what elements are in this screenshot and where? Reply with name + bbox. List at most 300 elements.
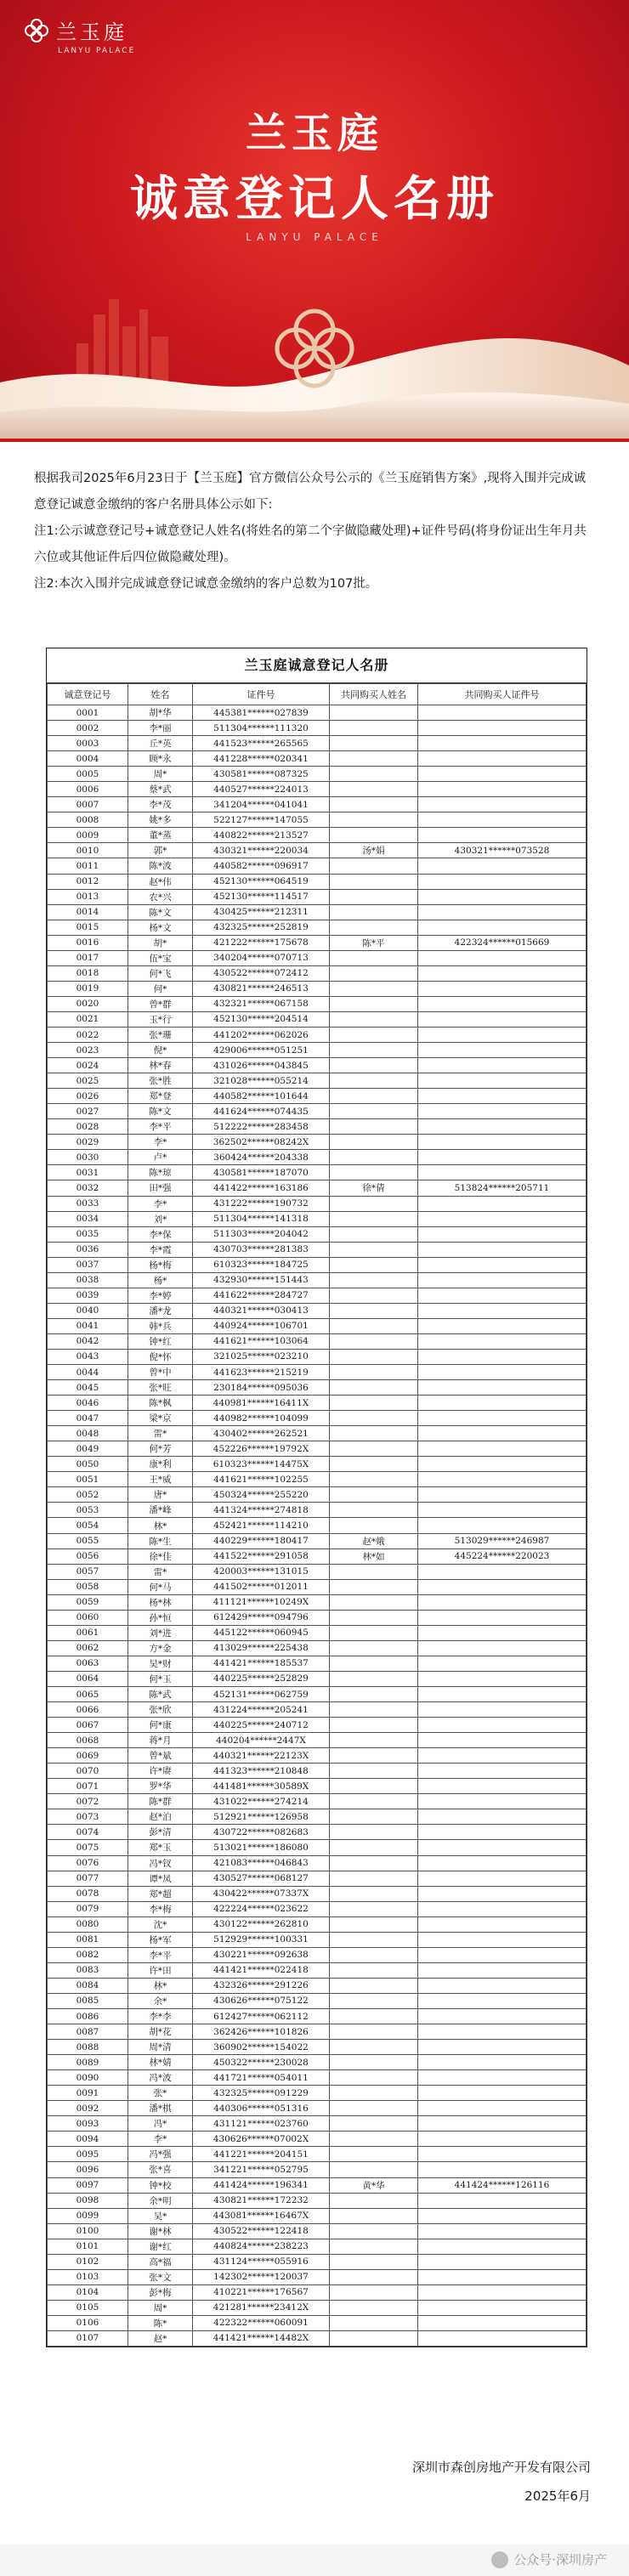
table-row [48,1288,586,1303]
cell-reg-no: 0018 [48,965,128,981]
cell-reg-no: 0060 [48,1610,128,1625]
cell-id: 430522******072412 [193,965,330,981]
cell-co-buyer-id [418,858,586,874]
cell-id: 440229******180417 [193,1533,330,1548]
table-row [48,705,586,721]
cell-id: 430221******092638 [193,1947,330,1962]
cell-id: 431022******274214 [193,1794,330,1809]
cell-name: 胡*华 [128,705,193,721]
cell-co-buyer-name [330,920,418,935]
cell-id: 413029******225438 [193,1640,330,1656]
cell-id: 443081******16467X [193,2208,330,2223]
table-row [48,1333,586,1349]
cell-name: 蒋*月 [128,1733,193,1748]
table-row [48,1656,586,1671]
cell-reg-no: 0023 [48,1043,128,1058]
cell-name: 陈*枫 [128,1396,193,1411]
intro-paragraph: 根据我司2025年6月23日于【兰玉庭】官方微信公众号公示的《兰玉庭销售方案》,现将入围并完成诚意登记诚意金缴纳的客户名册具体公示如下: [34,472,586,512]
cell-id: 441523******265565 [193,736,330,751]
cell-name: 李*保 [128,1226,193,1242]
cell-reg-no: 0082 [48,1947,128,1962]
cell-id: 450322******230028 [193,2055,330,2070]
cell-name: 何*芳 [128,1441,193,1457]
cell-name: 郑*超 [128,1886,193,1901]
cell-co-buyer-name [330,874,418,889]
cell-id: 432325******091229 [193,2086,330,2101]
table-row [48,828,586,843]
cell-co-buyer-name [330,2040,418,2055]
cell-co-buyer-id [418,1932,586,1947]
cell-co-buyer-id [418,705,586,721]
col-header-co-buyer-id: 共同购买人证件号 [418,684,586,705]
cell-name: 伍*宝 [128,950,193,965]
cell-co-buyer-id [418,996,586,1011]
cell-name: 丘*英 [128,736,193,751]
cell-reg-no: 0043 [48,1349,128,1364]
cell-co-buyer-id [418,1779,586,1794]
cell-co-buyer-id [418,1196,586,1211]
cell-co-buyer-name [330,1089,418,1104]
col-header-reg-no: 诚意登记号 [48,684,128,705]
cell-name: 许*田 [128,1962,193,1978]
table-row [48,1242,586,1257]
brand-logo [24,15,135,55]
table-row [48,889,586,904]
cell-reg-no: 0054 [48,1518,128,1533]
cell-name: 冯*波 [128,2070,193,2086]
table-row [48,843,586,858]
cell-co-buyer-id [418,1764,586,1779]
table-row [48,2269,586,2284]
cell-reg-no: 0021 [48,1011,128,1027]
cell-reg-no: 0089 [48,2055,128,2070]
cell-reg-no: 0061 [48,1625,128,1640]
cell-id: 422322******060091 [193,2315,330,2330]
table-row [48,1441,586,1457]
cell-co-buyer-name [330,1518,418,1533]
cell-name: 李* [128,2132,193,2147]
table-row [48,1380,586,1396]
cell-co-buyer-id: 422324******015669 [418,935,586,950]
cell-reg-no: 0062 [48,1640,128,1656]
table-row [48,797,586,812]
table-row [48,1104,586,1119]
cell-name: 罗*华 [128,1779,193,1794]
cell-co-buyer-id [418,2300,586,2315]
table-row [48,1411,586,1426]
cell-name: 李*平 [128,1947,193,1962]
cell-id: 441721******054011 [193,2070,330,2086]
cell-co-buyer-id [418,1165,586,1180]
cell-id: 441221******204151 [193,2147,330,2162]
table-row [48,1855,586,1871]
table-row [48,2040,586,2055]
table-row [48,1058,586,1073]
col-header-id: 证件号 [193,684,330,705]
cell-name: 潘*龙 [128,1303,193,1318]
cell-id: 440527******224013 [193,782,330,797]
table-row [48,2300,586,2315]
cell-name: 李*茂 [128,797,193,812]
cell-reg-no: 0038 [48,1272,128,1288]
cell-id: 430321******220034 [193,843,330,858]
table-row [48,1886,586,1901]
cell-co-buyer-name [330,1242,418,1257]
cell-co-buyer-id: 513824******205711 [418,1180,586,1196]
cell-co-buyer-id [418,1748,586,1764]
cell-id: 450324******255220 [193,1487,330,1503]
cell-name: 陈*武 [128,1687,193,1702]
cell-id: 421083******046843 [193,1855,330,1871]
cell-name: 杨*文 [128,920,193,935]
cell-co-buyer-name [330,1779,418,1794]
clover-logo-icon [24,18,49,43]
cell-reg-no: 0045 [48,1380,128,1396]
cell-name: 沈* [128,1916,193,1932]
cell-co-buyer-name [330,2269,418,2284]
cell-co-buyer-id [418,1396,586,1411]
cell-name: 陈* [128,2315,193,2330]
cell-co-buyer-id [418,1671,586,1686]
cell-co-buyer-name [330,1718,418,1733]
cell-co-buyer-id [418,2101,586,2116]
table-row [48,1135,586,1150]
cell-reg-no: 0046 [48,1396,128,1411]
cell-reg-no: 0057 [48,1564,128,1579]
cell-id: 430425******212311 [193,904,330,920]
cell-name: 倪*怀 [128,1349,193,1364]
cell-co-buyer-name: 黄*华 [330,2177,418,2193]
cell-reg-no: 0007 [48,797,128,812]
cell-id: 441422******163186 [193,1180,330,1196]
cell-name: 潘*峰 [128,1503,193,1518]
table-row [48,2147,586,2162]
cell-id: 441424******196341 [193,2177,330,2193]
cell-reg-no: 0084 [48,1978,128,1993]
cell-co-buyer-name [330,1349,418,1364]
table-row [48,1043,586,1058]
cell-reg-no: 0101 [48,2239,128,2254]
table-row [48,1764,586,1779]
cell-id: 452226******19792X [193,1441,330,1457]
cell-name: 周*清 [128,2040,193,2055]
cell-id: 440225******240712 [193,1718,330,1733]
cell-name: 蔡*武 [128,782,193,797]
cell-name: 倪* [128,1043,193,1058]
table-row [48,812,586,828]
cell-id: 441623******215219 [193,1365,330,1380]
table-row [48,1978,586,1993]
cell-co-buyer-name: 陈*平 [330,935,418,950]
cell-reg-no: 0081 [48,1932,128,1947]
cell-co-buyer-id [418,1503,586,1518]
cell-reg-no: 0070 [48,1764,128,1779]
cell-name: 彭*梅 [128,2284,193,2300]
cell-co-buyer-name [330,1702,418,1718]
cell-co-buyer-name [330,1625,418,1640]
cell-name: 林*春 [128,1058,193,1073]
table-row [48,1472,586,1487]
cell-reg-no: 0036 [48,1242,128,1257]
cell-co-buyer-id [418,1089,586,1104]
cell-co-buyer-name [330,965,418,981]
cell-id: 431026******043845 [193,1058,330,1073]
cell-reg-no: 0077 [48,1871,128,1886]
cell-co-buyer-id [418,1702,586,1718]
cell-id: 430527******068127 [193,1871,330,1886]
cell-name: 陈*文 [128,1104,193,1119]
cell-co-buyer-id [418,1288,586,1303]
cell-co-buyer-id [418,1916,586,1932]
cell-reg-no: 0025 [48,1073,128,1089]
cell-co-buyer-id [418,1610,586,1625]
brand-name: 兰玉庭 [56,20,128,44]
cell-reg-no: 0064 [48,1671,128,1686]
cell-reg-no: 0076 [48,1855,128,1871]
cell-reg-no: 0050 [48,1457,128,1472]
cell-name: 冯*钗 [128,1855,193,1871]
cell-reg-no: 0099 [48,2208,128,2223]
cell-co-buyer-name [330,1947,418,1962]
wechat-avatar-icon [491,2551,508,2568]
cell-id: 341221******052795 [193,2162,330,2177]
cell-id: 360424******204338 [193,1150,330,1165]
cell-co-buyer-name [330,1594,418,1610]
company-name: 深圳市森创房地产开发有限公司 [411,2460,591,2475]
cell-id: 432326******291226 [193,1978,330,1993]
cell-reg-no: 0030 [48,1150,128,1165]
cell-co-buyer-id [418,1027,586,1042]
cell-co-buyer-id [418,782,586,797]
cell-id: 441624******074435 [193,1104,330,1119]
table-row [48,920,586,935]
cell-co-buyer-id [418,1962,586,1978]
cell-name: 张*文 [128,2269,193,2284]
cell-id: 430522******122418 [193,2223,330,2239]
cell-reg-no: 0034 [48,1211,128,1226]
cell-co-buyer-name [330,2132,418,2147]
cell-co-buyer-name [330,1825,418,1840]
cell-name: 谢*红 [128,2239,193,2254]
cell-co-buyer-name [330,1365,418,1380]
cell-name: 陈*波 [128,858,193,874]
cell-name: 陈*文 [128,904,193,920]
cell-co-buyer-name [330,2070,418,2086]
cell-co-buyer-id [418,1993,586,2008]
table-row [48,2101,586,2116]
cell-reg-no: 0004 [48,751,128,767]
cell-name: 陈*琼 [128,1165,193,1180]
cell-co-buyer-name [330,1687,418,1702]
table-row [48,1303,586,1318]
cell-co-buyer-name [330,2116,418,2132]
cell-name: 赵*泊 [128,1809,193,1825]
cell-reg-no: 0005 [48,767,128,782]
cell-reg-no: 0027 [48,1104,128,1119]
banner-title-line2: 诚意登记人名册 [130,171,499,227]
cell-reg-no: 0009 [48,828,128,843]
cell-name: 韩*兵 [128,1318,193,1333]
cell-co-buyer-id [418,2254,586,2269]
cell-co-buyer-id [418,1011,586,1027]
cell-name: 郑*玉 [128,1840,193,1855]
cell-name: 杨* [128,1272,193,1288]
cell-id: 445381******027839 [193,705,330,721]
cell-id: 430581******187070 [193,1165,330,1180]
cell-name: 董*蒸 [128,828,193,843]
cell-name: 何*康 [128,1718,193,1733]
table-body [48,705,586,2347]
cell-name: 唐* [128,1487,193,1503]
cell-reg-no: 0059 [48,1594,128,1610]
table-row [48,935,586,950]
banner-subtitle: LANYU PALACE [246,231,383,243]
cell-id: 411121******10249X [193,1594,330,1610]
cell-co-buyer-name [330,2208,418,2223]
cell-name: 何* [128,981,193,996]
cell-id: 522127******147055 [193,812,330,828]
table-row [48,1993,586,2008]
cell-reg-no: 0037 [48,1257,128,1272]
cell-reg-no: 0017 [48,950,128,965]
cell-co-buyer-name [330,950,418,965]
registration-table [46,648,587,2347]
cell-co-buyer-name [330,1196,418,1211]
table-row [48,1119,586,1135]
cell-reg-no: 0104 [48,2284,128,2300]
cell-name: 曾*中 [128,1365,193,1380]
table-row [48,1089,586,1104]
cell-co-buyer-name [330,1165,418,1180]
cell-co-buyer-id: 513029******246987 [418,1533,586,1548]
cell-co-buyer-id [418,2024,586,2040]
table-row [48,2116,586,2132]
cell-id: 440321******22123X [193,1748,330,1764]
table-row [48,1272,586,1288]
cell-reg-no: 0105 [48,2300,128,2315]
table-row [48,1211,586,1226]
cell-reg-no: 0022 [48,1027,128,1042]
cell-co-buyer-name [330,1656,418,1671]
cell-name: 雷* [128,1426,193,1441]
cell-name: 曾*斌 [128,1748,193,1764]
cell-id: 430722******082683 [193,1825,330,1840]
note-2: 注2:本次入围并完成诚意登记诚意金缴纳的客户总数为107批。 [34,577,378,591]
cell-co-buyer-id [418,1564,586,1579]
cell-co-buyer-name [330,1318,418,1333]
table-row [48,1702,586,1718]
cell-co-buyer-id [418,1640,586,1656]
col-header-name: 姓名 [128,684,193,705]
cell-id: 362426******101826 [193,2024,330,2040]
cell-co-buyer-id [418,1518,586,1533]
cell-co-buyer-id [418,1825,586,1840]
cell-co-buyer-id [418,2132,586,2147]
cell-id: 512921******126958 [193,1809,330,1825]
cell-co-buyer-id [418,920,586,935]
cell-id: 430703******281383 [193,1242,330,1257]
footer-signature [412,2453,591,2511]
cell-co-buyer-name [330,1272,418,1288]
table-row [48,874,586,889]
cell-name: 杨*林 [128,1594,193,1610]
cell-co-buyer-id [418,721,586,736]
cell-co-buyer-name: 赵*娥 [330,1533,418,1548]
cell-co-buyer-id [418,2269,586,2284]
table-row [48,1825,586,1840]
cell-name: 徐*佳 [128,1548,193,1564]
cell-name: 郭* [128,843,193,858]
cell-reg-no: 0001 [48,705,128,721]
cell-co-buyer-id [418,751,586,767]
cell-id: 511303******204042 [193,1226,330,1242]
cell-co-buyer-name [330,2330,418,2346]
cell-co-buyer-name: 林*如 [330,1548,418,1564]
cell-co-buyer-id [418,1411,586,1426]
cell-name: 张*珊 [128,1027,193,1042]
cell-name: 吴* [128,2208,193,2223]
cell-co-buyer-name [330,1794,418,1809]
cell-co-buyer-id [418,2193,586,2208]
cell-co-buyer-name [330,2239,418,2254]
table-row [48,1809,586,1825]
cell-id: 430581******087325 [193,767,330,782]
cell-co-buyer-name [330,1104,418,1119]
cell-reg-no: 0026 [48,1089,128,1104]
cell-name: 李*梅 [128,1901,193,1916]
table-row [48,1594,586,1610]
cell-co-buyer-name: 徐*倩 [330,1180,418,1196]
cell-id: 420003******131015 [193,1564,330,1579]
table-row [48,1687,586,1702]
table-row [48,1779,586,1794]
cell-id: 441481******30589X [193,1779,330,1794]
cell-name: 李*婷 [128,1288,193,1303]
cell-co-buyer-id [418,1333,586,1349]
table-row [48,1165,586,1180]
cell-co-buyer-id [418,1318,586,1333]
cell-id: 610323******184725 [193,1257,330,1272]
cell-name: 谭*凤 [128,1871,193,1886]
cell-co-buyer-id [418,1625,586,1640]
table-row [48,1962,586,1978]
cell-reg-no: 0024 [48,1058,128,1073]
banner-title-line1: 兰玉庭 [245,110,383,157]
cell-id: 441323******210848 [193,1764,330,1779]
cell-id: 421222******175678 [193,935,330,950]
cell-co-buyer-name [330,1043,418,1058]
cell-name: 高*福 [128,2254,193,2269]
table-row [48,2330,586,2346]
cell-reg-no: 0069 [48,1748,128,1764]
cell-id: 452130******064519 [193,874,330,889]
cell-id: 440225******252829 [193,1671,330,1686]
cell-reg-no: 0098 [48,2193,128,2208]
cell-co-buyer-name [330,812,418,828]
cell-co-buyer-id [418,965,586,981]
cell-reg-no: 0066 [48,1702,128,1718]
cell-name: 许*赓 [128,1764,193,1779]
cell-co-buyer-name [330,1932,418,1947]
table-row [48,751,586,767]
cell-name: 李* [128,1196,193,1211]
cell-name: 胡* [128,935,193,950]
cell-reg-no: 0053 [48,1503,128,1518]
cell-id: 341204******041041 [193,797,330,812]
cell-co-buyer-id [418,2070,586,2086]
cell-co-buyer-name [330,1809,418,1825]
table-row [48,721,586,736]
